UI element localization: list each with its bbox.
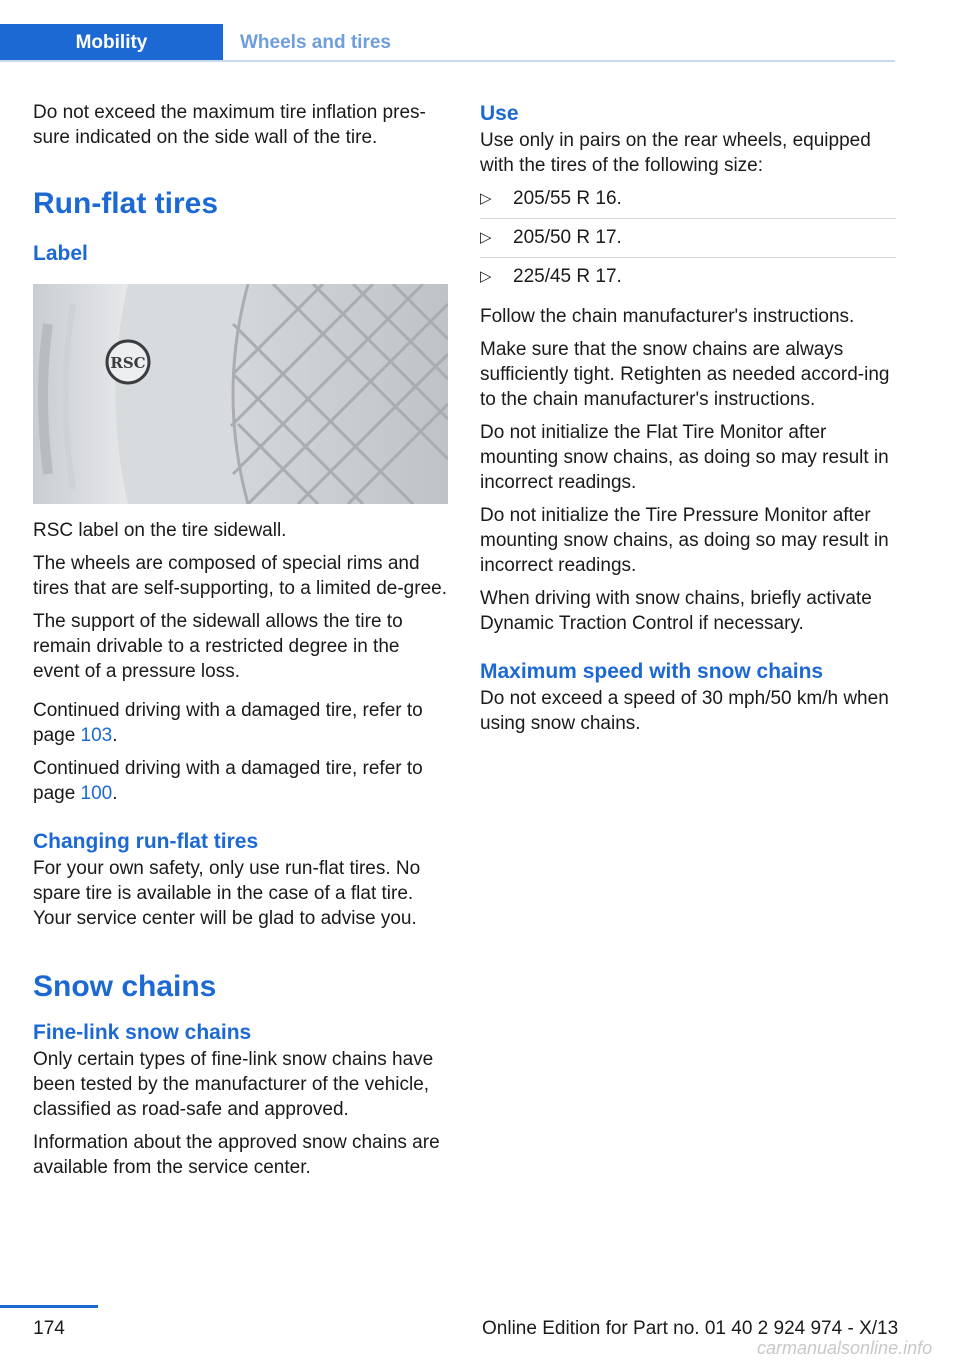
header-divider [0,60,895,62]
tab-mobility[interactable]: Mobility [0,24,223,61]
paragraph-tire-pressure-monitor: Do not initialize the Tire Pressure Monitor after mounting snow chains, as doing so may result in incorrect readings. [480,505,889,576]
heading-maximum-speed: Maximum speed with snow chains [480,660,824,683]
heading-run-flat-tires: Run-flat tires [33,187,219,220]
svg-text:RSC: RSC [110,354,146,372]
tire-size-list [480,186,896,296]
paragraph-continued-driving-2: Continued driving with a damaged tire, refer to page 100. [33,758,423,804]
triangle-bullet-icon: ▷ [480,268,492,285]
edition-text: Online Edition for Part no. 01 40 2 924 974 - X/13 [482,1318,899,1339]
paragraph-fine-link: Only certain types of fine-link snow chains have been tested by the manufacturer of the vehicle, classified as road-safe and approved. [33,1049,434,1120]
paragraph-changing: For your own safety, only use run-flat tires. No spare tire is available in the case of a flat tire. Your service center will be glad to advise you. [33,858,421,929]
list-item: ▷ 205/50 R 17. [480,219,896,258]
paragraph-flat-tire-monitor: Do not initialize the Flat Tire Monitor after mounting snow chains, as doing so may result in incorrect readings. [480,422,889,493]
page-link-100[interactable]: 100 [80,783,113,804]
list-item: ▷ 225/45 R 17. [480,266,622,287]
paragraph-support: The support of the sidewall allows the tire to remain drivable to a restricted degree in the event of a pressure loss. [33,611,403,682]
triangle-bullet-icon: ▷ [480,190,492,207]
paragraph-continued-driving-1: Continued driving with a damaged tire, refer to page 103. [33,700,423,746]
page-header [0,0,895,62]
rsc-tire-sidewall-image [33,284,448,504]
paragraph-tight: Make sure that the snow chains are always sufficiently tight. Retighten as needed accord-ing to the chain manufacturer's instructions. [480,339,890,410]
watermark: carmanualsonline.info [757,1338,933,1358]
paragraph-composed: The wheels are composed of special rims and tires that are self-supporting, to a limited de-gree. [33,553,447,599]
page-link-103[interactable]: 103 [80,725,113,746]
right-column [480,100,896,744]
paragraph-maximum-speed: Do not exceed a speed of 30 mph/50 km/h when using snow chains. [480,688,889,734]
paragraph-dtc: When driving with snow chains, briefly activate Dynamic Traction Control if necessary. [480,588,872,634]
heading-use: Use [480,102,519,125]
heading-changing-run-flat-tires: Changing run-flat tires [33,830,259,853]
paragraph-use: Use only in pairs on the rear wheels, equipped with the tires of the following size: [480,130,871,176]
rsc-logo [107,341,149,383]
paragraph-info: Information about the approved snow chains are available from the service center. [33,1132,440,1178]
figure-caption: RSC label on the tire sidewall. [33,520,287,541]
paragraph-follow: Follow the chain manufacturer's instructions. [480,306,855,327]
heading-fine-link-snow-chains: Fine-link snow chains [33,1021,252,1044]
triangle-bullet-icon: ▷ [480,229,492,246]
heading-label: Label [33,242,88,265]
heading-snow-chains: Snow chains [33,970,217,1003]
list-item: ▷ 205/55 R 16. [480,186,896,219]
footer-divider [0,1305,98,1308]
left-column [33,100,448,1188]
page-number: 174 [33,1318,65,1339]
tab-wheels-and-tires[interactable]: Wheels and tires [240,31,391,53]
intro-paragraph: Do not exceed the maximum tire inflation pres-sure indicated on the side wall of the tire. [33,102,426,148]
